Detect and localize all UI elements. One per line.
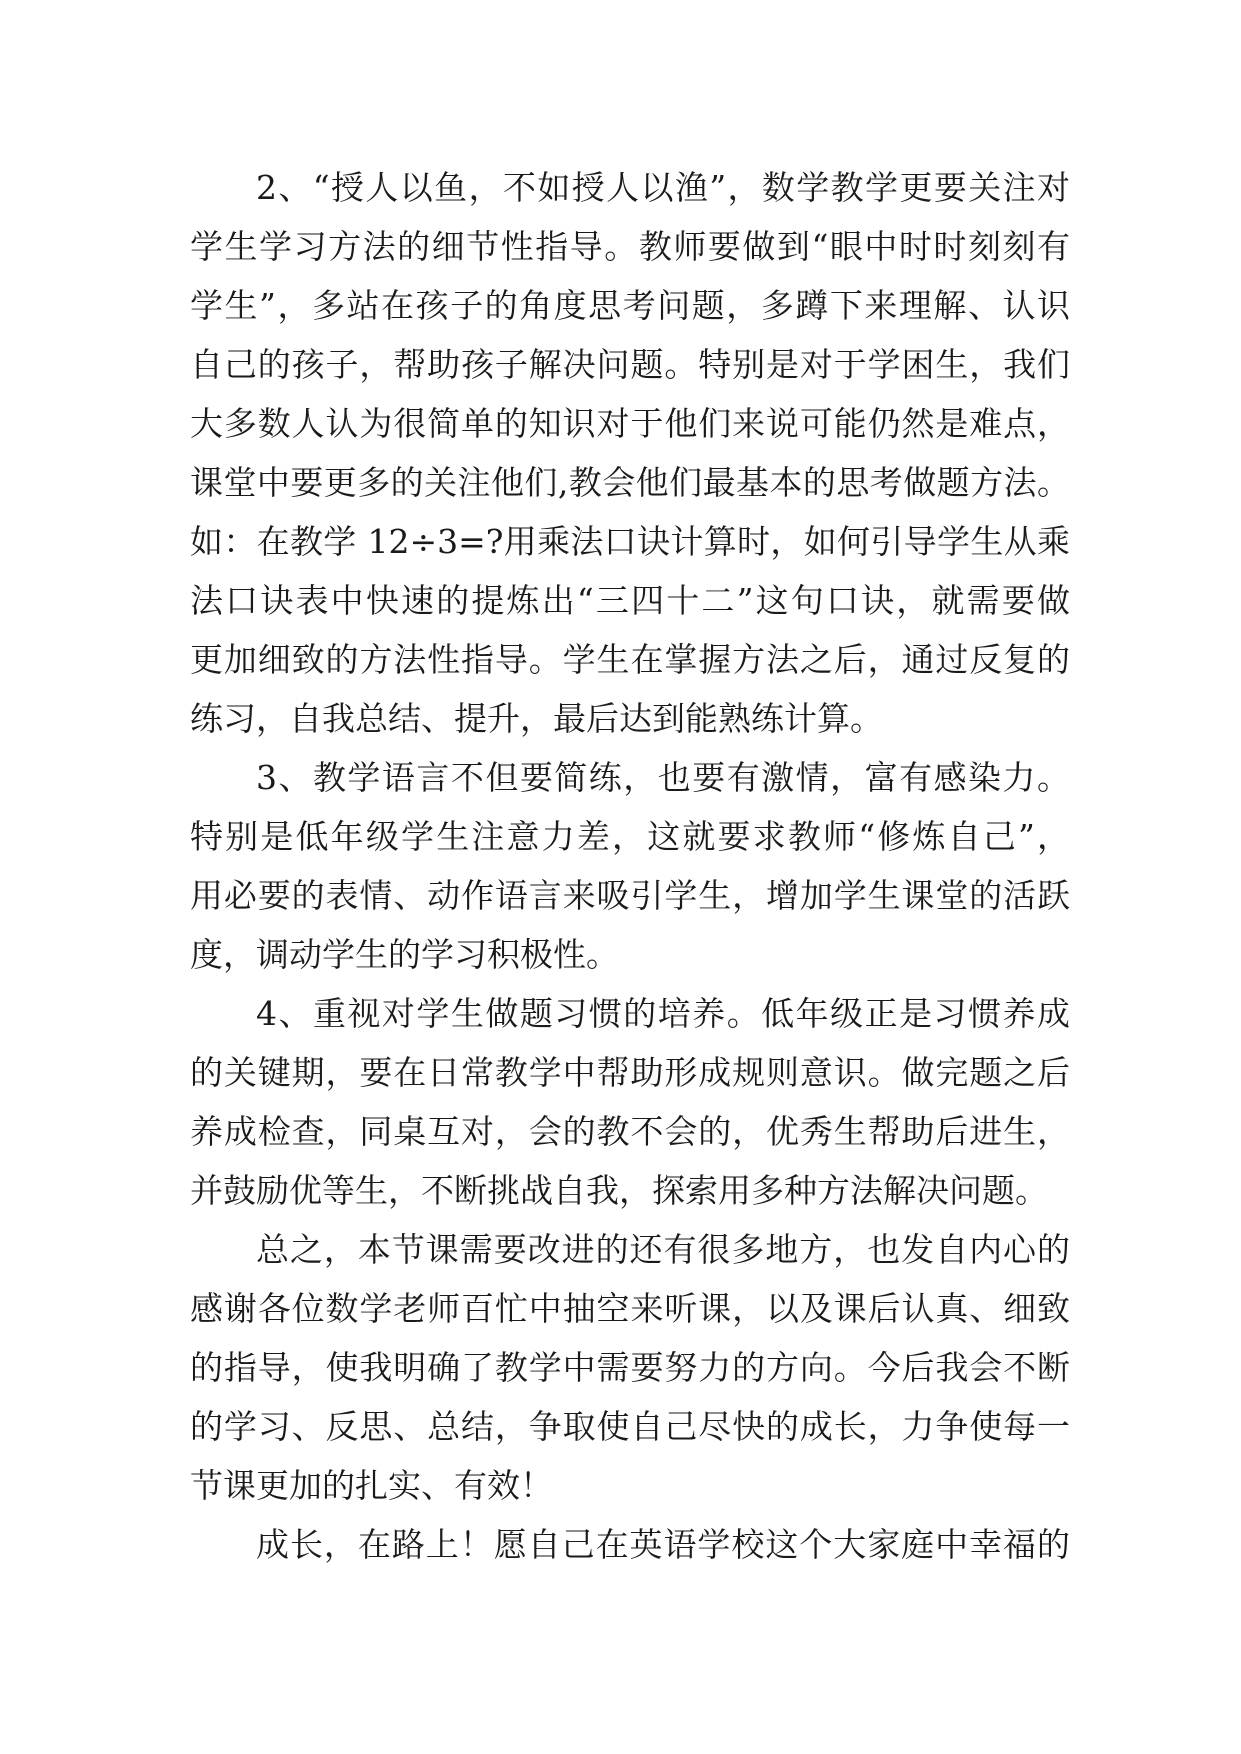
text-line: 感谢各位数学老师百忙中抽空来听课，以及课后认真、细致 bbox=[190, 1289, 1070, 1328]
text-line: 用必要的表情、动作语言来吸引学生，增加学生课堂的活跃 bbox=[190, 876, 1070, 915]
text-line: 学生”，多站在孩子的角度思考问题，多蹲下来理解、认识 bbox=[190, 286, 1070, 325]
text-line: 节课更加的扎实、有效！ bbox=[190, 1466, 553, 1505]
text-line: 如：在教学 12÷3=?用乘法口诀计算时，如何引导学生从乘 bbox=[190, 522, 1070, 561]
text-line: 度，调动学生的学习积极性。 bbox=[190, 935, 619, 974]
paragraph-first-line: 总之，本节课需要改进的还有很多地方，也发自内心的 bbox=[256, 1230, 1070, 1269]
paragraph-first-line: 4、重视对学生做题习惯的培养。低年级正是习惯养成 bbox=[256, 994, 1070, 1033]
text-line: 养成检查，同桌互对，会的教不会的，优秀生帮助后进生， bbox=[190, 1112, 1070, 1151]
paragraph-first-line: 2、“授人以鱼，不如授人以渔”，数学教学更要关注对 bbox=[256, 168, 1070, 207]
paragraph-first-line: 成长，在路上！愿自己在英语学校这个大家庭中幸福的 bbox=[256, 1525, 1070, 1564]
text-line: 更加细致的方法性指导。学生在掌握方法之后，通过反复的 bbox=[190, 640, 1070, 679]
paragraph-first-line: 3、教学语言不但要简练，也要有激情，富有感染力。 bbox=[256, 758, 1070, 797]
text-line: 的关键期，要在日常教学中帮助形成规则意识。做完题之后 bbox=[190, 1053, 1070, 1092]
body-text bbox=[190, 158, 1070, 1574]
text-line: 并鼓励优等生，不断挑战自我，探索用多种方法解决问题。 bbox=[190, 1171, 1048, 1210]
text-line: 练习，自我总结、提升，最后达到能熟练计算。 bbox=[190, 699, 883, 738]
text-line: 的学习、反思、总结，争取使自己尽快的成长，力争使每一 bbox=[190, 1407, 1070, 1446]
text-line: 法口诀表中快速的提炼出“三四十二”这句口诀，就需要做 bbox=[190, 581, 1070, 620]
text-line: 课堂中要更多的关注他们,教会他们最基本的思考做题方法。 bbox=[190, 463, 1070, 502]
text-line: 大多数人认为很简单的知识对于他们来说可能仍然是难点， bbox=[190, 404, 1070, 443]
text-line: 特别是低年级学生注意力差，这就要求教师“修炼自己”， bbox=[190, 817, 1070, 856]
text-line: 学生学习方法的细节性指导。教师要做到“眼中时时刻刻有 bbox=[190, 227, 1070, 266]
text-line: 自己的孩子，帮助孩子解决问题。特别是对于学困生，我们 bbox=[190, 345, 1070, 384]
text-line: 的指导，使我明确了教学中需要努力的方向。今后我会不断 bbox=[190, 1348, 1070, 1387]
